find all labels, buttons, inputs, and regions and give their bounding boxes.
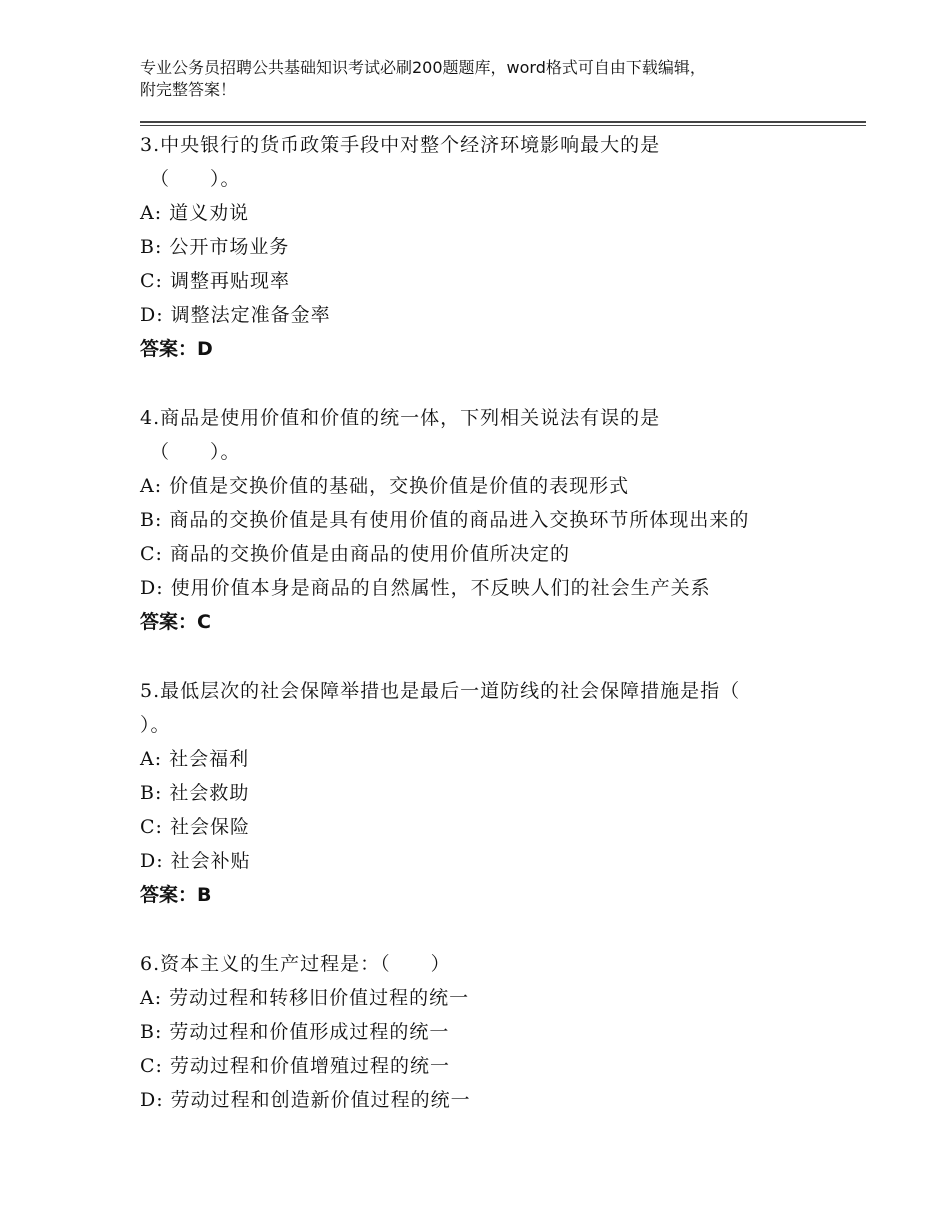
question-list — [140, 128, 860, 1117]
option-c: C: 劳动过程和价值增殖过程的统一 — [140, 1055, 450, 1077]
header-divider-thin — [140, 125, 866, 126]
question-stem: 6.资本主义的生产过程是：（ ） — [140, 953, 451, 975]
header-divider-thick — [140, 121, 866, 123]
question-stem-continuation: ）。 — [140, 714, 171, 736]
question-spacer — [140, 639, 860, 674]
answer-label: 答案：C — [140, 611, 211, 633]
option-b: B: 商品的交换价值是具有使用价值的商品进入交换环节所体现出来的 — [140, 509, 750, 531]
question-6 — [140, 947, 860, 1117]
question-3 — [140, 128, 860, 366]
question-stem: 3.中央银行的货币政策手段中对整个经济环境影响最大的是 — [140, 134, 661, 156]
option-c: C: 商品的交换价值是由商品的使用价值所决定的 — [140, 543, 570, 565]
option-a: A: 价值是交换价值的基础，交换价值是价值的表现形式 — [140, 475, 630, 497]
option-a: A: 社会福利 — [140, 748, 250, 770]
answer-label: 答案：D — [140, 338, 213, 360]
question-stem: 5.最低层次的社会保障举措也是最后一道防线的社会保障措施是指（ — [140, 680, 741, 702]
option-d: D: 社会补贴 — [140, 850, 251, 872]
option-b: B: 公开市场业务 — [140, 236, 290, 258]
option-d: D: 使用价值本身是商品的自然属性，不反映人们的社会生产关系 — [140, 577, 711, 599]
question-stem: 4.商品是使用价值和价值的统一体，下列相关说法有误的是 — [140, 407, 661, 429]
option-c: C: 调整再贴现率 — [140, 270, 290, 292]
question-4 — [140, 401, 860, 639]
question-5 — [140, 674, 860, 912]
question-spacer — [140, 912, 860, 947]
option-d: D: 劳动过程和创造新价值过程的统一 — [140, 1089, 471, 1111]
option-a: A: 劳动过程和转移旧价值过程的统一 — [140, 987, 470, 1009]
option-b: B: 劳动过程和价值形成过程的统一 — [140, 1021, 450, 1043]
header-line-2: 附完整答案！ — [140, 80, 237, 99]
option-a: A: 道义劝说 — [140, 202, 250, 224]
document-header — [140, 57, 840, 101]
question-stem-continuation: （ ）。 — [150, 441, 241, 463]
question-stem-continuation: （ ）。 — [150, 168, 241, 190]
option-b: B: 社会救助 — [140, 782, 250, 804]
option-d: D: 调整法定准备金率 — [140, 304, 331, 326]
question-spacer — [140, 366, 860, 401]
option-c: C: 社会保险 — [140, 816, 250, 838]
header-line-1: 专业公务员招聘公共基础知识考试必刷200题题库，word格式可自由下载编辑， — [140, 58, 706, 77]
answer-label: 答案：B — [140, 884, 212, 906]
